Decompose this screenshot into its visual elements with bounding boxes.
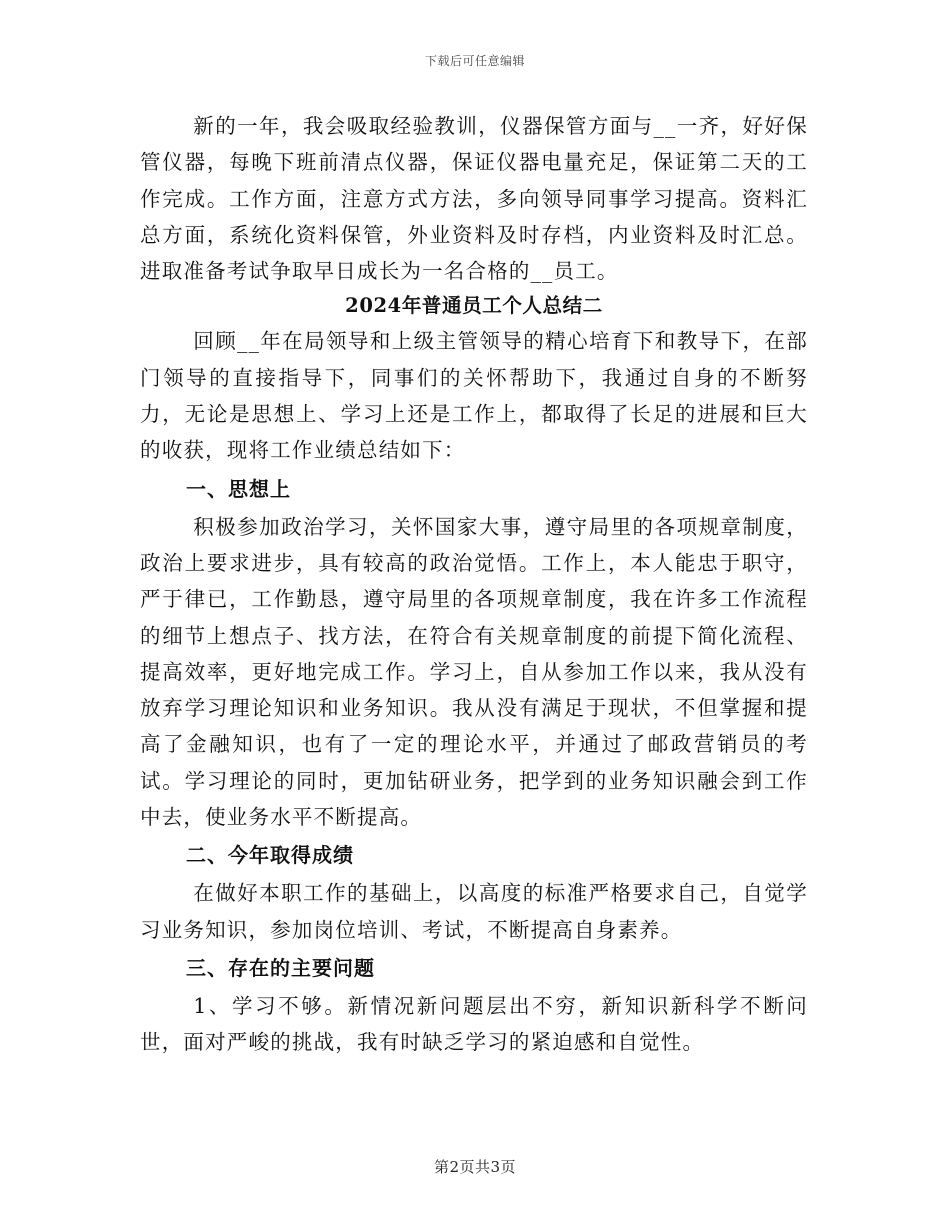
- page-number: 第2页共3页: [433, 1158, 517, 1176]
- heading-achievements: 二、今年取得成绩: [186, 843, 354, 868]
- heading-problems: 三、存在的主要问题: [186, 955, 375, 980]
- paragraph-review: 回顾__年在局领导和上级主管领导的精心培育下和教导下，在部门领导的直接指导下，同事们的关怀帮助下，我通过自身的不断努力，无论是思想上、学习上还是工作上，都取得了长足的进展和巨大的收获，现将工作业绩总结如下：: [140, 329, 808, 463]
- paragraph-achievements: 在做好本职工作的基础上，以高度的标准严格要求自己，自觉学习业务知识，参加岗位培训、考试，不断提高自身素养。: [140, 881, 808, 942]
- paragraph-problems: 1、学习不够。新情况新问题层出不穷，新知识新科学不断问世，面对严峻的挑战，我有时缺乏学习的紧迫感和自觉性。: [140, 993, 808, 1055]
- header-note: 下载后可任意编辑: [424, 54, 525, 68]
- section-title: 2024年普通员工个人总结二: [345, 294, 603, 318]
- paragraph-new-year: 新的一年，我会吸取经验教训，仪器保管方面与__一齐，好好保管仪器，每晚下班前清点仪器，保证仪器电量充足，保证第二天的工作完成。工作方面，注意方式方法，多向领导同事学习提高。资料汇总方面，系统化资料保管，外业资料及时存档，内业资料及时汇总。进取准备考试争取早日成长为一名合格的__员工。: [140, 114, 808, 284]
- document-body: [140, 108, 808, 1061]
- heading-thought: 一、思想上: [186, 476, 291, 501]
- paragraph-thought: 积极参加政治学习，关怀国家大事，遵守局里的各项规章制度，政治上要求进步，具有较高的政治觉悟。工作上，本人能忠于职守，严于律已，工作勤恳，遵守局里的各项规章制度，我在许多工作流程的细节上想点子、找方法，在符合有关规章制度的前提下简化流程、提高效率，更好地完成工作。学习上，自从参加工作以来，我从没有放弃学习理论知识和业务知识。我从没有满足于现状，不但掌握和提高了金融知识，也有了一定的理论水平，并通过了邮政营销员的考试。学习理论的同时，更加钻研业务，把学到的业务知识融会到工作中去，使业务水平不断提高。: [140, 514, 808, 830]
